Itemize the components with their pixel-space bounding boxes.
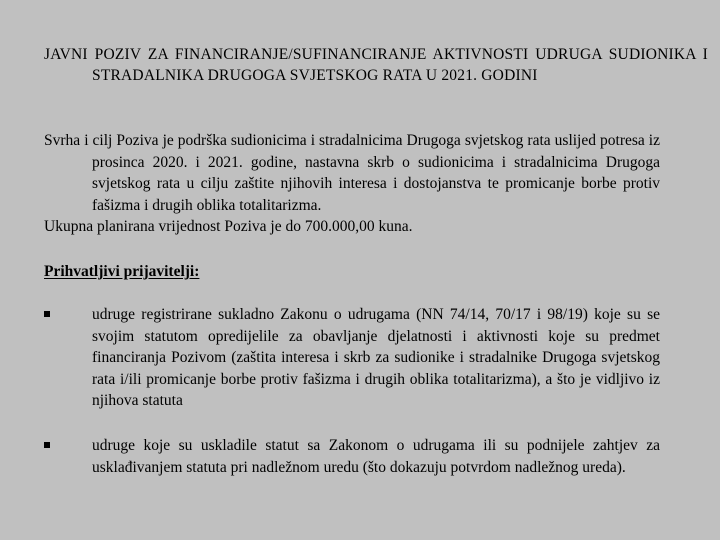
eligible-applicants-heading: Prihvatljivi prijavitelji:	[44, 263, 200, 280]
square-bullet-icon	[44, 311, 50, 317]
list-item	[44, 304, 660, 412]
call-title: JAVNI POZIV ZA FINANCIRANJE/SUFINANCIRANJE AKTIVNOSTI UDRUGA SUDIONIKA I STRADALNIKA DRUGOGA SVJETSKOG RATA U 2021. GODINI	[44, 46, 708, 84]
list-item	[44, 435, 660, 478]
purpose-section	[44, 130, 660, 238]
total-value-text: Ukupna planirana vrijednost Poziva je do 700.000,00 kuna.	[44, 218, 413, 235]
list-item-text: udruge registrirane sukladno Zakonu o udrugama (NN 74/14, 70/17 i 98/19) koje su se svojim statutom opredijelile za obavljanje djelatnosti i aktivnosti koje su predmet financiranja Pozivom (zaštita interesa i skrb za sudionike i stradalnike Drugoga svjetskog rata i/ili promicanje borbe protiv fašizma i drugih oblika totalitarizma), a što je vidljivo iz njihova statuta	[92, 306, 660, 410]
square-bullet-icon	[44, 442, 50, 448]
list-item-text: udruge koje su uskladile statut sa Zakonom o udrugama ili su podnijele zahtjev za usklađivanjem statuta pri nadležnom uredu (što dokazuju potvrdom nadležnog ureda).	[92, 436, 660, 476]
eligible-applicants-list	[44, 304, 660, 478]
purpose-paragraph: Svrha i cilj Poziva je podrška sudionicima i stradalnicima Drugoga svjetskog rata uslijed potresa iz prosinca 2020. i 2021. godine, nastavna skrb o sudionicima i stradalnicima Drugoga svjetskog rata u cilju zaštite njihovih interesa i dostojanstva te promicanje borbe protiv fašizma i drugih oblika totalitarizma.	[44, 132, 660, 214]
